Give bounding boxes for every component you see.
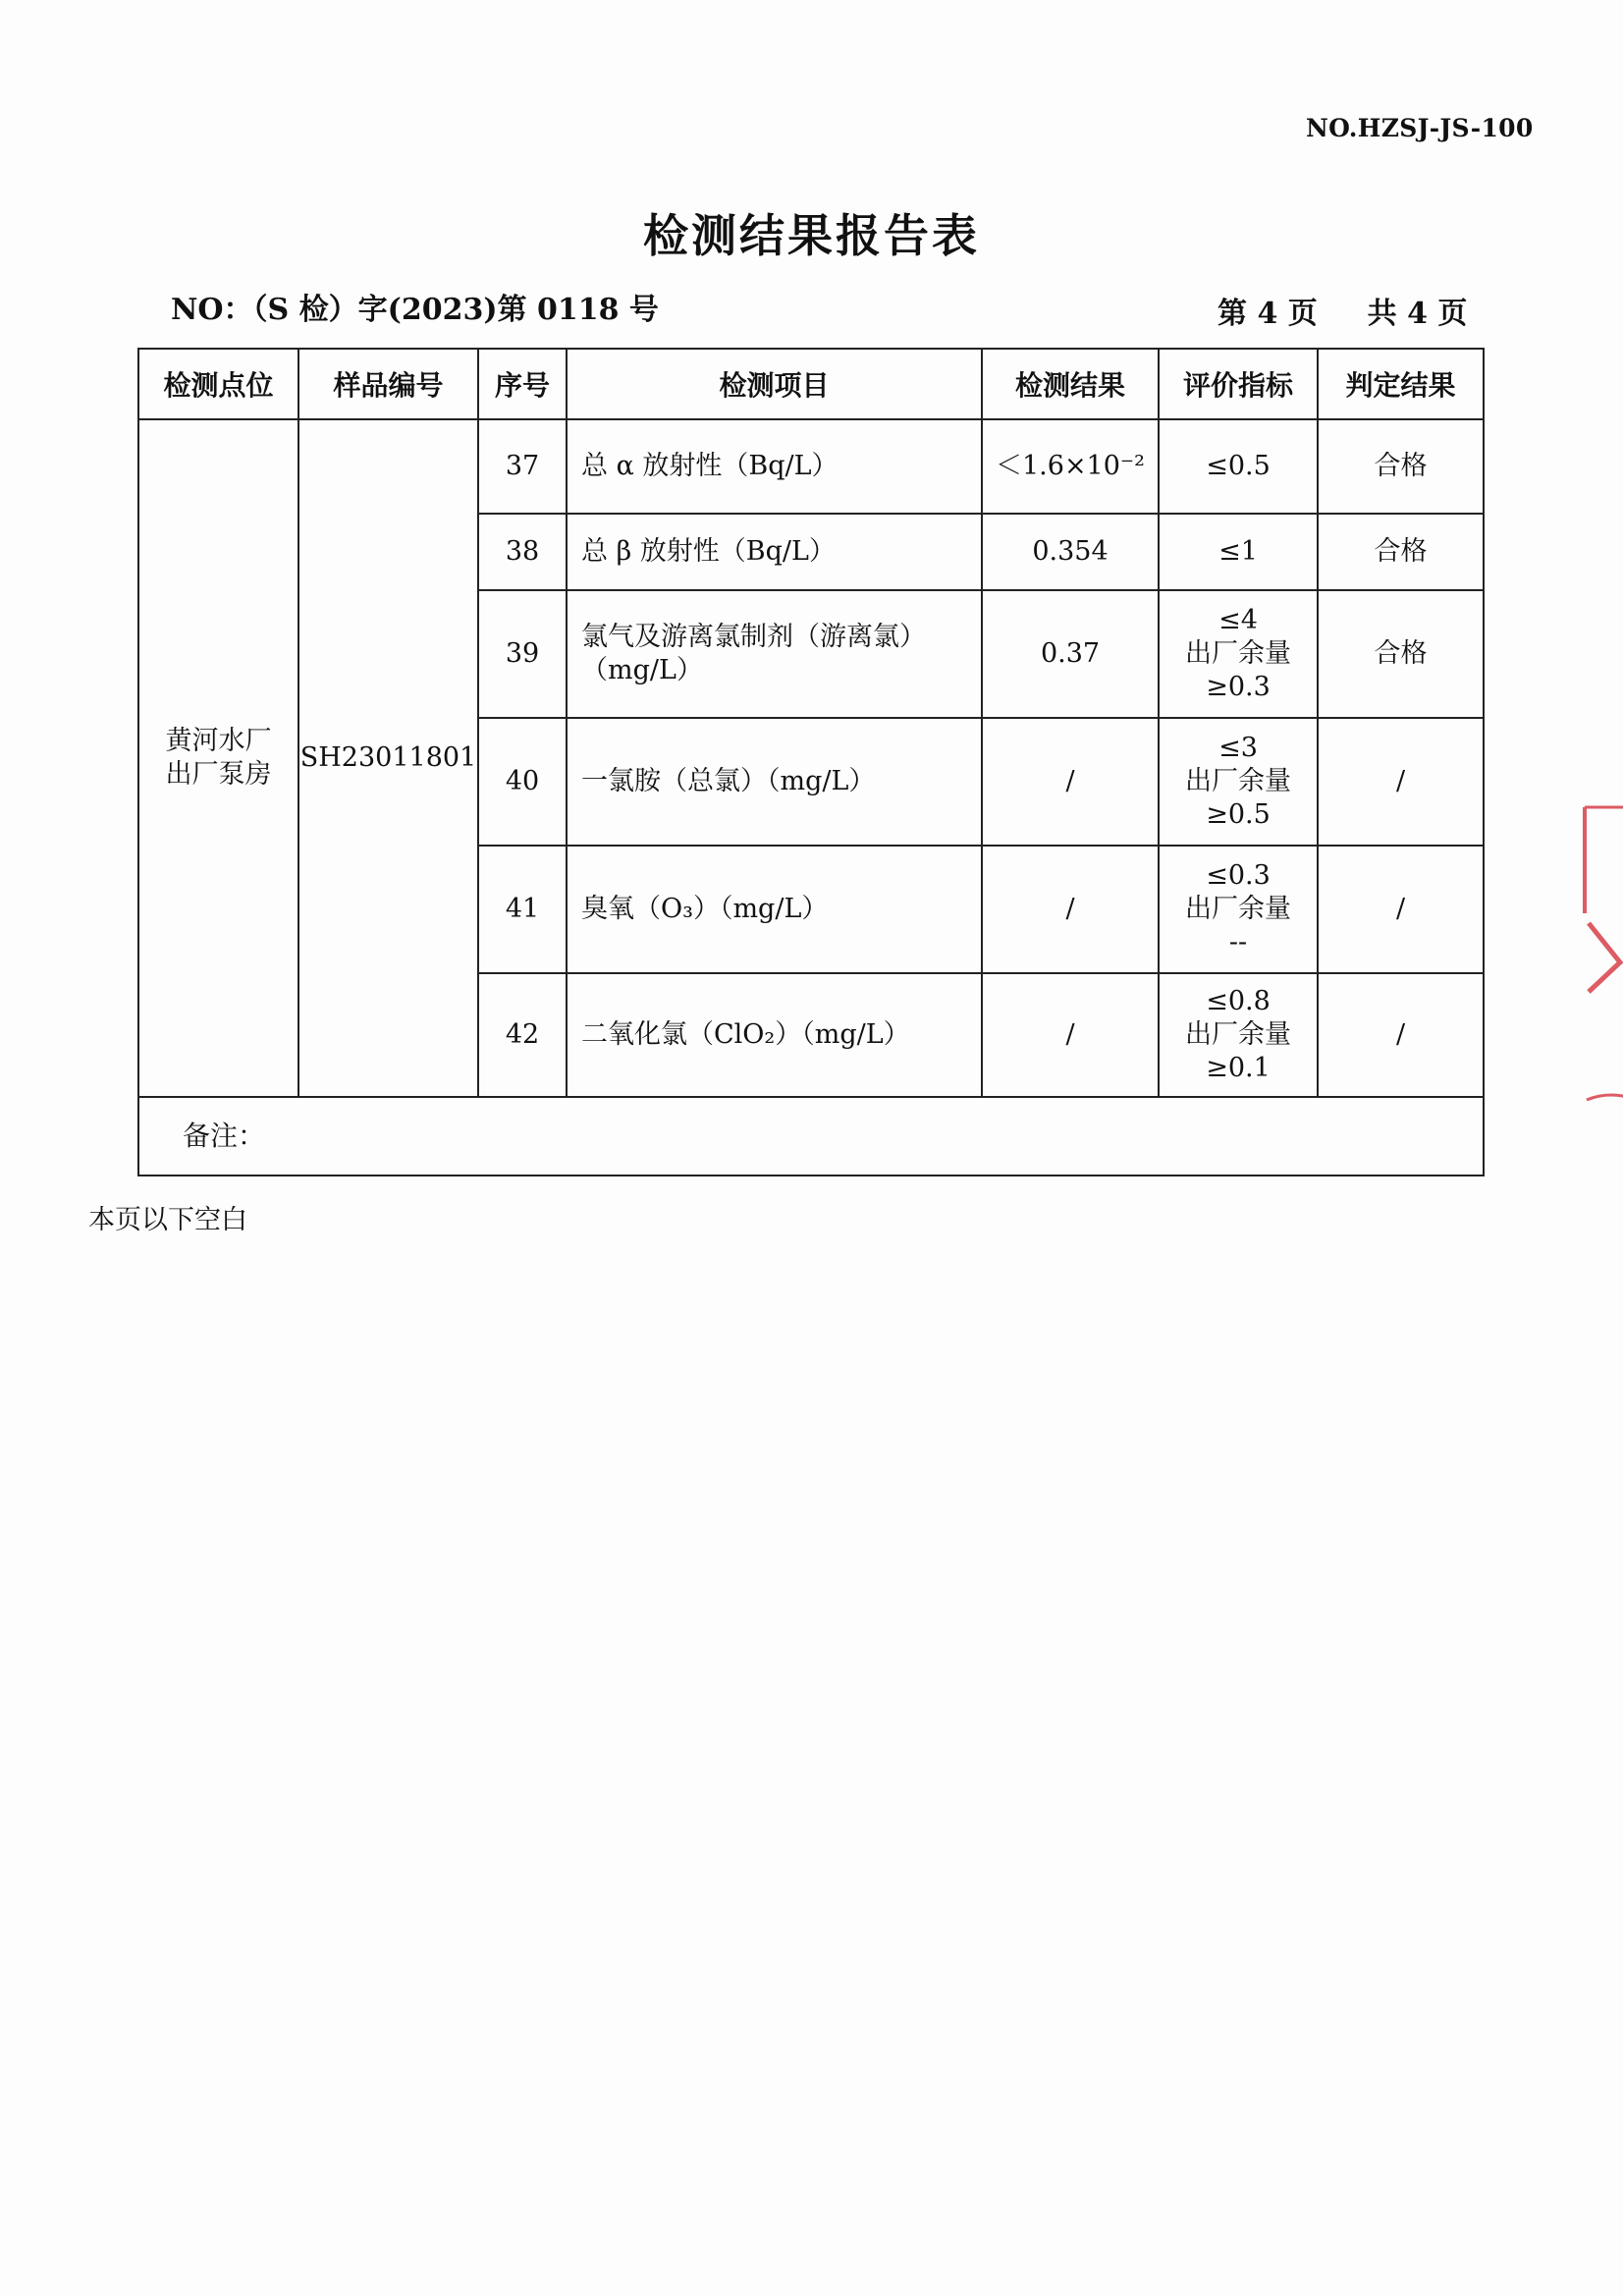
inspection-seal-stamp bbox=[1581, 805, 1623, 1120]
verdict: 合格 bbox=[1318, 590, 1484, 718]
column-header: 序号 bbox=[478, 349, 567, 419]
standard-limit bbox=[1159, 973, 1318, 1097]
standard-limit bbox=[1159, 718, 1318, 846]
table-header-row bbox=[138, 349, 1484, 419]
test-result: / bbox=[982, 973, 1159, 1097]
standard-line: ≤0.8 bbox=[1206, 986, 1271, 1016]
page-indicator bbox=[1217, 289, 1467, 332]
verdict: / bbox=[1318, 846, 1484, 973]
standard-line: ≤1 bbox=[1218, 536, 1258, 567]
standard-line: ≤3 bbox=[1218, 733, 1258, 763]
blank-page-note: 本页以下空白 bbox=[88, 1205, 247, 1235]
verdict: / bbox=[1318, 718, 1484, 846]
standard-line: 出厂余量 bbox=[1185, 638, 1291, 669]
results-table bbox=[137, 348, 1485, 1176]
standard-line: ≤4 bbox=[1218, 605, 1258, 635]
test-result: ＜1.6×10⁻² bbox=[982, 419, 1159, 514]
seal-icon bbox=[1581, 805, 1623, 1120]
verdict: 合格 bbox=[1318, 514, 1484, 590]
test-item: 一氯胺（总氯）（mg/L） bbox=[567, 718, 982, 846]
standard-line: ≥0.3 bbox=[1206, 672, 1271, 702]
standard-limit bbox=[1159, 419, 1318, 514]
verdict: / bbox=[1318, 973, 1484, 1097]
page-number: 第 4 页 bbox=[1217, 297, 1318, 331]
column-header: 样品编号 bbox=[298, 349, 478, 419]
column-header: 检测项目 bbox=[567, 349, 982, 419]
test-item-line: 氯气及游离氯制剂（游离氯） bbox=[581, 622, 926, 652]
row-number: 42 bbox=[478, 973, 567, 1097]
document-code: NO.HZSJ-JS-100 bbox=[1306, 114, 1534, 142]
location-cell bbox=[138, 419, 298, 1097]
standard-line: -- bbox=[1228, 927, 1248, 957]
test-item: 二氧化氯（ClO₂）（mg/L） bbox=[567, 973, 982, 1097]
column-header: 评价指标 bbox=[1159, 349, 1318, 419]
location-line: 黄河水厂 bbox=[165, 726, 272, 756]
page-title: 检测结果报告表 bbox=[643, 209, 980, 262]
standard-line: ≥0.5 bbox=[1206, 799, 1271, 830]
standard-limit bbox=[1159, 846, 1318, 973]
row-number: 40 bbox=[478, 718, 567, 846]
standard-limit bbox=[1159, 514, 1318, 590]
column-header: 判定结果 bbox=[1318, 349, 1484, 419]
row-number: 41 bbox=[478, 846, 567, 973]
standard-line: 出厂余量 bbox=[1185, 1019, 1291, 1050]
standard-line: ≥0.1 bbox=[1206, 1053, 1271, 1083]
column-header: 检测结果 bbox=[982, 349, 1159, 419]
location-line: 出厂泵房 bbox=[165, 759, 272, 790]
report-number: NO：（S 检）字(2023)第 0118 号 bbox=[171, 293, 659, 327]
standard-line: ≤0.3 bbox=[1206, 860, 1271, 891]
remark-row bbox=[138, 1097, 1484, 1175]
standard-line: 出厂余量 bbox=[1185, 766, 1291, 796]
table-row bbox=[138, 419, 1484, 514]
row-number: 38 bbox=[478, 514, 567, 590]
test-result: 0.37 bbox=[982, 590, 1159, 718]
verdict: 合格 bbox=[1318, 419, 1484, 514]
test-item: 臭氧（O₃）（mg/L） bbox=[567, 846, 982, 973]
test-item: 总 β 放射性（Bq/L） bbox=[567, 514, 982, 590]
standard-line: 出厂余量 bbox=[1185, 894, 1291, 924]
row-number: 39 bbox=[478, 590, 567, 718]
page-total: 共 4 页 bbox=[1367, 297, 1468, 331]
test-item bbox=[567, 590, 982, 718]
sample-id-cell: SH23011801 bbox=[298, 419, 478, 1097]
standard-line: ≤0.5 bbox=[1206, 451, 1271, 481]
remark-label: 备注： bbox=[138, 1097, 1484, 1175]
standard-limit bbox=[1159, 590, 1318, 718]
column-header: 检测点位 bbox=[138, 349, 298, 419]
test-item: 总 α 放射性（Bq/L） bbox=[567, 419, 982, 514]
row-number: 37 bbox=[478, 419, 567, 514]
test-result: / bbox=[982, 718, 1159, 846]
test-result: 0.354 bbox=[982, 514, 1159, 590]
test-item-line: （mg/L） bbox=[581, 655, 703, 685]
test-result: / bbox=[982, 846, 1159, 973]
